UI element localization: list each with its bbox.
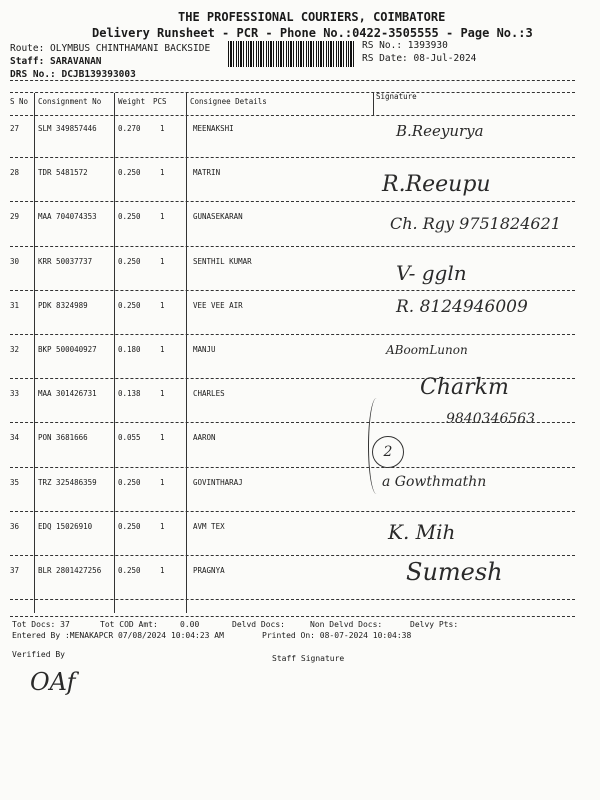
column-header-consignment: Consignment No [38,97,102,106]
row-pcs: 1 [160,168,165,178]
drs-number: DRS No.: DCJB139393003 [10,69,136,80]
row-signature: B.Reeyurya [396,122,484,140]
column-separator [186,93,187,613]
column-separator [373,93,374,115]
row-consignment-no: PDK 8324989 [38,300,88,310]
header-divider [10,80,575,81]
row-consignee: AARON [193,433,216,443]
header-bottom-divider [10,115,575,116]
delivery-points: Delvy Pts: [410,620,459,629]
staff-label: Staff: SARAVANAN [10,56,102,67]
row-sno: 31 [10,300,20,310]
row-pcs: 1 [160,300,165,310]
row-consignment-no: KRR 50037737 [38,256,93,266]
row-signature: 9840346563 [446,411,536,428]
column-header-weight: Weight [118,97,146,106]
row-signature: R. 8124946009 [396,296,528,317]
staff-signature-label: Staff Signature [272,654,345,663]
row-consignment-no: SLM 349857446 [38,124,97,133]
row-weight: 0.270 [118,124,141,133]
row-pcs: 1 [160,477,165,487]
row-pcs: 1 [160,433,165,443]
row-consignment-no: MAA 704074353 [38,212,97,222]
row-consignment-no: PON 3681666 [38,433,88,443]
entered-by: Entered By :MENAKAPCR 07/08/2024 10:04:23 AM [12,631,224,640]
row-consignment-no: TDR 5481572 [38,168,88,178]
row-pcs: 1 [160,521,165,531]
verified-by-label: Verified By [12,650,65,659]
row-weight: 0.250 [118,256,141,266]
row-divider [10,334,575,335]
row-consignee: GUNASEKARAN [193,212,243,222]
delivered-docs: Delvd Docs: [232,620,285,629]
rs-date: RS Date: 08-Jul-2024 [362,53,477,64]
row-consignee: AVM TEX [193,521,225,531]
column-separator [114,93,115,613]
total-docs: Tot Docs: 37 [12,620,70,629]
total-cod-label: Tot COD Amt: [100,620,158,629]
row-sno: 33 [10,389,20,399]
column-header-consignee: Consignee Details [190,97,267,106]
row-consignment-no: BKP 500040927 [38,345,97,354]
rs-number: RS No.: 1393930 [362,40,448,51]
runsheet-subtitle: Delivery Runsheet - PCR - Phone No.:0422-3505555 - Page No.:3 [92,26,533,40]
delivery-sticker: 2 [372,436,404,468]
row-pcs: 1 [160,124,165,133]
route-label: Route: OLYMBUS CHINTHAMANI BACKSIDE [10,43,211,54]
row-sno: 32 [10,345,20,354]
row-consignee: VEE VEE AIR [193,300,243,310]
row-pcs: 1 [160,345,165,354]
non-delivered-docs: Non Delvd Docs: [310,620,383,629]
row-weight: 0.250 [118,212,141,222]
column-header-sno: S No [10,97,29,106]
document-title: THE PROFESSIONAL COURIERS, COIMBATORE [178,10,446,24]
row-signature: V- ggln [396,260,467,285]
row-sno: 35 [10,477,20,487]
row-weight: 0.250 [118,521,141,531]
row-weight: 0.250 [118,168,141,178]
row-sno: 30 [10,256,20,266]
column-header-pcs: PCS [153,97,167,106]
row-sno: 34 [10,433,20,443]
row-signature: ABoomLunon [386,343,468,357]
row-signature: R.Reeupu [382,172,491,198]
row-weight: 0.250 [118,300,141,310]
printed-on: Printed On: 08-07-2024 10:04:38 [262,631,412,640]
row-signature: Charkm [420,375,509,401]
row-sno: 27 [10,124,20,133]
row-pcs: 1 [160,212,165,222]
footer-divider [10,616,575,617]
row-consignment-no: TRZ 325486359 [38,477,97,487]
table-top-divider [10,92,575,93]
row-sno: 29 [10,212,20,222]
row-consignment-no: EDQ 15026910 [38,521,93,531]
row-weight: 0.250 [118,566,141,575]
row-consignment-no: BLR 2801427256 [38,566,102,575]
row-divider [10,157,575,158]
row-sno: 36 [10,521,20,531]
row-consignee: CHARLES [193,389,225,399]
row-divider [10,290,575,291]
row-signature: a Gowthmathn [382,473,487,490]
row-divider [10,467,575,468]
verifier-signature: OAf [30,668,76,696]
row-consignee: MANJU [193,345,216,354]
row-divider [10,599,575,600]
row-pcs: 1 [160,566,165,575]
total-cod-value: 0.00 [180,620,200,629]
row-weight: 0.180 [118,345,141,354]
row-signature: K. Mih [388,519,456,544]
row-consignee: PRAGNYA [193,566,225,575]
row-divider [10,555,575,556]
row-signature: Sumesh [406,558,503,586]
row-divider [10,201,575,202]
row-signature: Ch. Rgy 9751824621 [390,214,561,234]
column-header-signature: Signature [376,92,417,101]
row-divider [10,511,575,512]
row-pcs: 1 [160,256,165,266]
row-consignee: SENTHIL KUMAR [193,256,252,266]
column-separator [34,93,35,613]
row-consignee: MEENAKSHI [193,124,234,133]
row-consignee: GOVINTHARAJ [193,477,243,487]
row-consignee: MATRIN [193,168,221,178]
row-weight: 0.250 [118,477,141,487]
barcode [228,41,356,67]
row-sno: 37 [10,566,20,575]
row-weight: 0.055 [118,433,141,443]
row-sno: 28 [10,168,20,178]
row-weight: 0.138 [118,389,141,399]
row-consignment-no: MAA 301426731 [38,389,97,399]
row-pcs: 1 [160,389,165,399]
row-divider [10,246,575,247]
